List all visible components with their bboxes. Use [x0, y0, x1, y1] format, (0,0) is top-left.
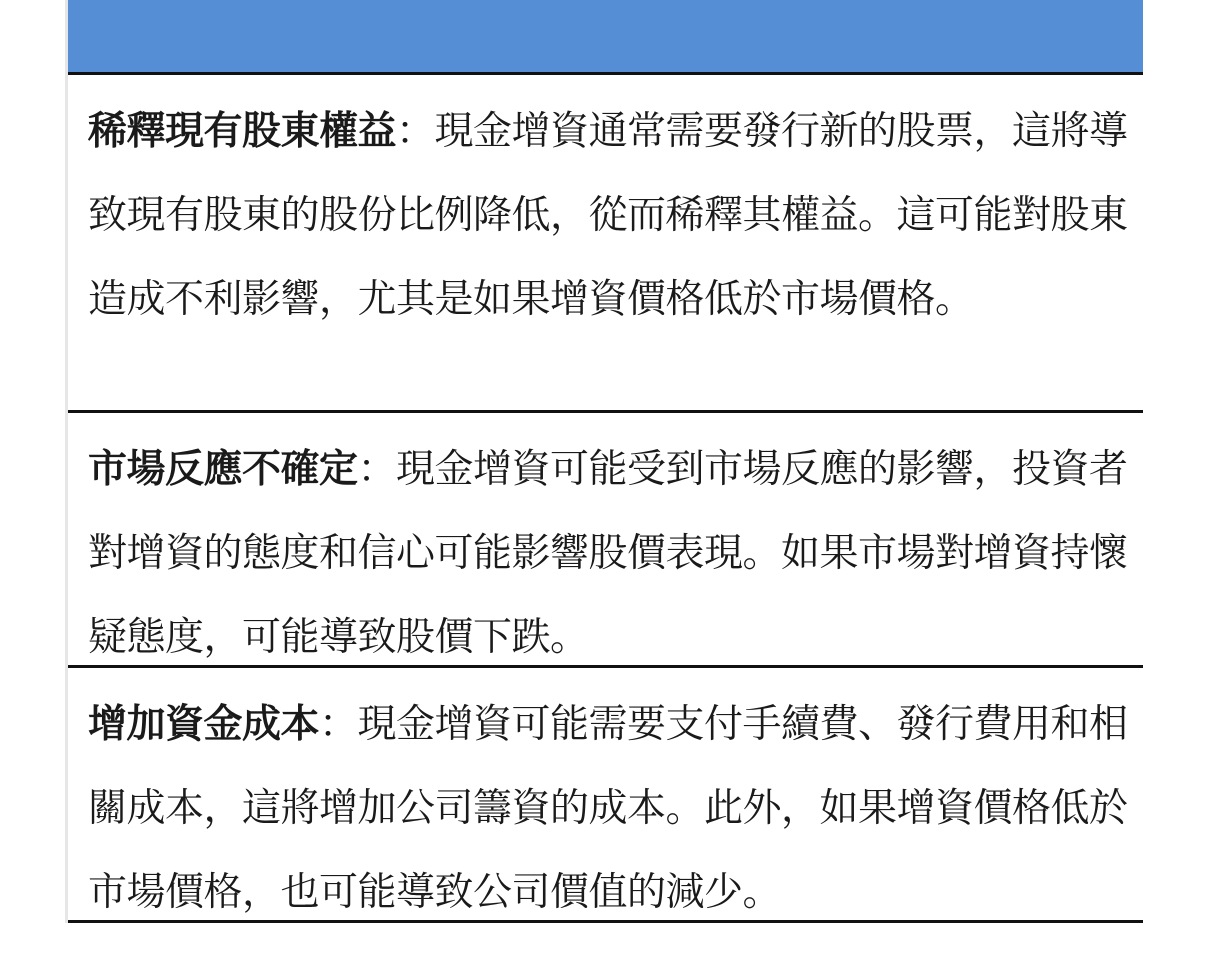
row-description: ：現金增資通常需要發行新的股票，這將導致現有股東的股份比例降低，從而稀釋其權益。這可能對股東造成不利影響，尤其是如果增資價格低於市場價格。: [88, 109, 1128, 322]
row-paragraph: [88, 428, 1139, 680]
table-row: [68, 75, 1143, 413]
table-row: [68, 413, 1143, 668]
row-term: 稀釋現有股東權益: [88, 109, 397, 154]
row-paragraph: [88, 90, 1139, 342]
row-paragraph: [88, 683, 1139, 935]
row-term: 增加資金成本: [88, 702, 320, 747]
row-description: ：現金增資可能受到市場反應的影響，投資者對增資的態度和信心可能影響股價表現。如果市場對增資持懷疑態度，可能導致股價下跌。: [88, 447, 1128, 660]
row-term: 市場反應不確定: [88, 447, 358, 492]
table-header-bar: [68, 0, 1143, 75]
row-description: ：現金增資可能需要支付手續費、發行費用和相關成本，這將增加公司籌資的成本。此外，如果增資價格低於市場價格，也可能導致公司價值的減少。: [88, 702, 1128, 915]
disadvantages-table: [65, 0, 1143, 923]
table-row: [68, 668, 1143, 923]
